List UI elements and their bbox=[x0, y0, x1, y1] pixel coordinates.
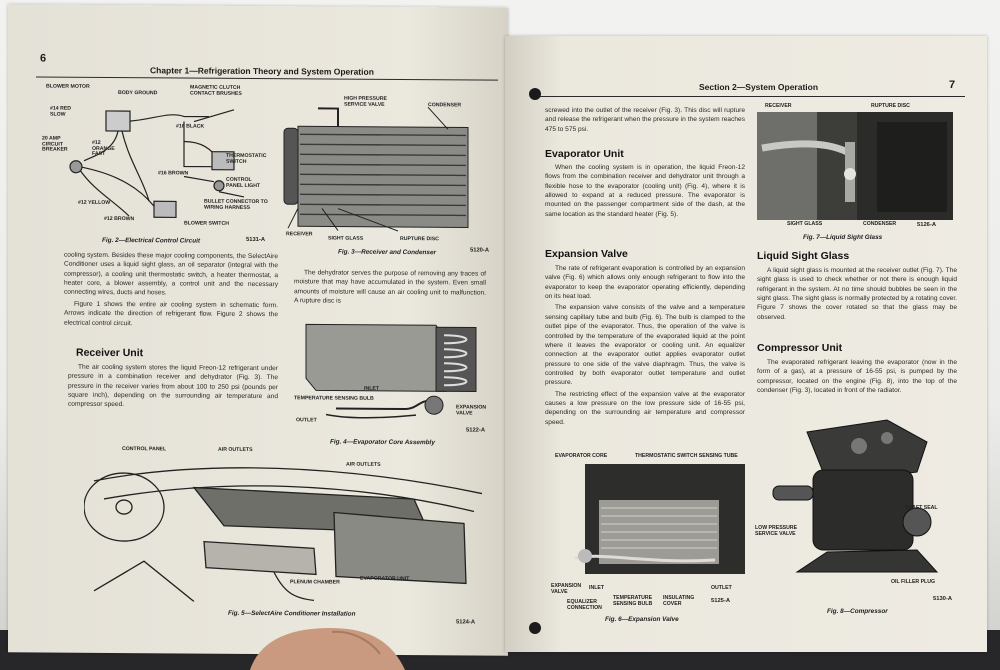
label-sight-glass: SIGHT GLASS bbox=[328, 235, 364, 242]
fig7-sight-glass-photo bbox=[757, 112, 953, 220]
label-brown12: #12 BROWN bbox=[104, 215, 135, 223]
label-fig6-expansion-valve: EXPANSION VALVE bbox=[551, 583, 582, 595]
label-fig6-thermo-tube: THERMOSTATIC SWITCH SENSING TUBE bbox=[635, 453, 738, 459]
liquid-sight-glass-text: A liquid sight glass is mounted at the receiver outlet (Fig. 7). The sight glass is used to check whether or not there is enough liquid refrigerant in the system. At no time should bubbles be seen in the sight glass. The sight glass is normally protected by a rotating cover. Figure 7 shows the cover rotated so that the glass may be observed. bbox=[757, 267, 957, 321]
col2-text: The dehydrator serves the purpose of removing any traces of moisture that may have accumulated in the system. Even small amounts of moisture will cause an air cooling unit to malfunction. A rupture disc is bbox=[294, 269, 486, 305]
header-rule-right bbox=[535, 96, 965, 97]
col1-paragraph-1: cooling system. Besides these major cooling components, the SelectAire Conditioner uses a liquid sight glass, an oil separator (integral with the compressor), a cooling unit thermostatic switch, a heater thermostat, a heater core, a blower assembly, a control unit and the necessary connecting wires, ducts and hoses. bbox=[64, 251, 278, 297]
binder-hole-bottom bbox=[529, 622, 541, 634]
label-fig7-receiver: RECEIVER bbox=[765, 103, 792, 109]
label-blower-motor: BLOWER MOTOR bbox=[46, 83, 90, 90]
label-shaft-seal: SHAFT SEAL bbox=[905, 505, 938, 511]
fig7-code: 5126-A bbox=[917, 222, 937, 228]
label-black: #16 BLACK bbox=[176, 123, 205, 130]
label-temp-sensing-bulb: TEMPERATURE SENSING BULB bbox=[294, 395, 374, 402]
fig6-code: 5125-A bbox=[711, 598, 731, 604]
label-fig7-condenser: CONDENSER bbox=[863, 221, 897, 227]
label-fig7-sight-glass: SIGHT GLASS bbox=[787, 221, 823, 227]
label-air-outlets-1: AIR OUTLETS bbox=[218, 446, 253, 453]
label-magnetic-clutch: MAGNETIC CLUTCH CONTACT BRUSHES bbox=[190, 84, 242, 97]
fig3-code: 5120-A bbox=[470, 247, 490, 254]
label-rupture-disc: RUPTURE DISC bbox=[400, 235, 439, 243]
label-expansion-valve: EXPANSION VALVE bbox=[456, 404, 487, 417]
section-header: Section 2—System Operation bbox=[699, 82, 819, 92]
holding-thumb bbox=[240, 620, 410, 670]
expansion-valve-text bbox=[545, 264, 745, 429]
label-red-slow: #14 RED SLOW bbox=[50, 105, 72, 118]
label-control-panel: CONTROL PANEL bbox=[122, 446, 167, 453]
label-fig6-equalizer: EQUALIZER CONNECTION bbox=[567, 599, 602, 611]
fig4-caption: Fig. 4—Evaporator Core Assembly bbox=[330, 438, 435, 447]
label-fig6-outlet: OUTLET bbox=[711, 585, 732, 591]
fig7-caption: Fig. 7—Liquid Sight Glass bbox=[803, 234, 883, 241]
label-inlet: INLET bbox=[364, 385, 379, 392]
fig2-caption: Fig. 2—Electrical Control Circuit bbox=[102, 236, 201, 245]
fig6-caption: Fig. 6—Expansion Valve bbox=[605, 616, 679, 623]
fig5-installation-drawing bbox=[84, 451, 488, 604]
expansion-paragraph-1: The rate of refrigerant evaporation is controlled by an expansion valve (Fig. 6) which allows only enough refrigerant to flow into the evaporator to keep the evaporator operating efficiently, depending on its heat load. bbox=[545, 265, 745, 301]
rupture-disc-continued-text: screwed into the outlet of the receiver (Fig. 3). This disc will rupture and release the refrigerant when the pressure in the system reaches 475 to 575 psi. bbox=[545, 107, 745, 133]
fig8-code: 5130-A bbox=[933, 596, 953, 602]
left-page bbox=[8, 4, 508, 655]
label-evaporator-unit: EVAPORATOR UNIT bbox=[360, 575, 410, 583]
label-orange-fast: #12 ORANGE FAST bbox=[92, 139, 115, 158]
expansion-valve-heading: Expansion Valve bbox=[545, 248, 628, 260]
label-outlet: OUTLET bbox=[296, 417, 317, 424]
fig8-compressor-drawing bbox=[767, 412, 957, 580]
right-page bbox=[505, 36, 987, 652]
fig3-caption: Fig. 3—Receiver and Condenser bbox=[338, 248, 437, 257]
label-fig6-evaporator-core: EVAPORATOR CORE bbox=[555, 453, 608, 459]
fig4-code: 5122-A bbox=[466, 427, 486, 434]
expansion-paragraph-3: The restricting effect of the expansion valve at the evaporator causes a low pressure on the low pressure side of 16-55 psi, depending on the surrounding air temperature and compressor speed. bbox=[545, 390, 745, 426]
label-fig6-inlet: INLET bbox=[589, 585, 604, 591]
evaporator-unit-text: When the cooling system is in operation, the liquid Freon-12 flows from the combination receiver and dehydrator unit through a flexible hose to the evaporator (cooling unit) (Fig. 4), where it is allowed to expand at a reduced pressure. The evaporator is mounted on the passenger compartment side of the dash, at the same location as the standard heater (Fig. 5). bbox=[545, 164, 745, 218]
compressor-unit-heading: Compressor Unit bbox=[757, 342, 843, 354]
label-body-ground: BODY GROUND bbox=[118, 90, 158, 97]
receiver-unit-heading: Receiver Unit bbox=[76, 346, 144, 360]
label-brown16: #16 BROWN bbox=[158, 170, 189, 177]
fig6-expansion-valve-photo bbox=[565, 460, 745, 580]
page-number-right: 7 bbox=[949, 79, 956, 91]
label-fig6-insulating-cover: INSULATING COVER bbox=[663, 595, 695, 607]
fig5-caption: Fig. 5—SelectAire Conditioner Installation bbox=[228, 609, 356, 618]
col1-paragraph-2: Figure 1 shows the entire air cooling system in schematic form. Arrows indicate the direction of refrigerant flow. Figure 2 shows the electrical control circuit. bbox=[64, 300, 278, 327]
label-thermostatic-switch: THERMOSTATIC SWITCH bbox=[226, 152, 267, 165]
label-receiver: RECEIVER bbox=[286, 231, 313, 238]
label-amp-breaker: 20 AMP CIRCUIT BREAKER bbox=[42, 135, 68, 154]
label-blower-switch: BLOWER SWITCH bbox=[184, 220, 229, 227]
label-plenum-chamber: PLENUM CHAMBER bbox=[290, 579, 340, 586]
page-number-left: 6 bbox=[40, 52, 47, 65]
receiver-unit-text: The air cooling system stores the liquid Freon-12 refrigerant under pressure in a combination receiver and dehydrator (Fig. 3). The pressure in the receiver varies from about 100 to 250 psi (pounds per square inch), depending on the surrounding air temperature and compressor speed. bbox=[68, 363, 278, 409]
chapter-header: Chapter 1—Refrigeration Theory and System Operation bbox=[150, 65, 374, 77]
fig2-code: 5131-A bbox=[246, 236, 266, 244]
label-control-panel-light: CONTROL PANEL LIGHT bbox=[226, 176, 261, 189]
fig8-caption: Fig. 8—Compressor bbox=[827, 608, 888, 615]
evaporator-unit-heading: Evaporator Unit bbox=[545, 148, 624, 160]
compressor-unit-text: The evaporated refrigerant leaving the evaporator (now in the form of a gas), at a pressure of 16-55 psi, is pumped by the compressor, located on the engine (Fig. 8), into the top of the condenser (Fig. 3), located in front of the radiator. bbox=[757, 359, 957, 395]
label-yellow: #12 YELLOW bbox=[78, 199, 111, 206]
label-high-pressure-valve: HIGH PRESSURE SERVICE VALVE bbox=[344, 95, 387, 108]
label-bullet-connector: BULLET CONNECTOR TO WIRING HARNESS bbox=[204, 198, 268, 211]
fig3-condenser-drawing bbox=[278, 95, 478, 239]
col1-intro-text bbox=[64, 251, 278, 331]
label-low-pressure-valve: LOW PRESSURE SERVICE VALVE bbox=[755, 525, 798, 537]
expansion-paragraph-2: The expansion valve consists of the valve and a temperature sensing capillary tube and bulb (Fig. 6). The bulb is clamped to the outlet pipe of the evaporator. Thus, the operation of the valve is controlled by the temperature of the evaporated liquid at the point where it leaves the evaporator or cooling unit. An equalizer connection at the evaporator outlet applies evaporator outlet pressure to one side of the valve diaphragm. Thus, the valve is controlled by both evaporator outlet temperature and outlet pressure. bbox=[545, 304, 745, 387]
binder-hole-top bbox=[529, 88, 541, 100]
fig5-code: 5124-A bbox=[456, 619, 476, 626]
label-condenser: CONDENSER bbox=[428, 102, 462, 109]
label-oil-filler-plug: OIL FILLER PLUG bbox=[891, 579, 935, 585]
label-fig7-rupture-disc: RUPTURE DISC bbox=[871, 103, 910, 109]
liquid-sight-glass-heading: Liquid Sight Glass bbox=[757, 250, 850, 262]
label-air-outlets-2: AIR OUTLETS bbox=[346, 461, 381, 468]
label-fig6-temp-bulb: TEMPERATURE SENSING BULB bbox=[613, 595, 653, 607]
